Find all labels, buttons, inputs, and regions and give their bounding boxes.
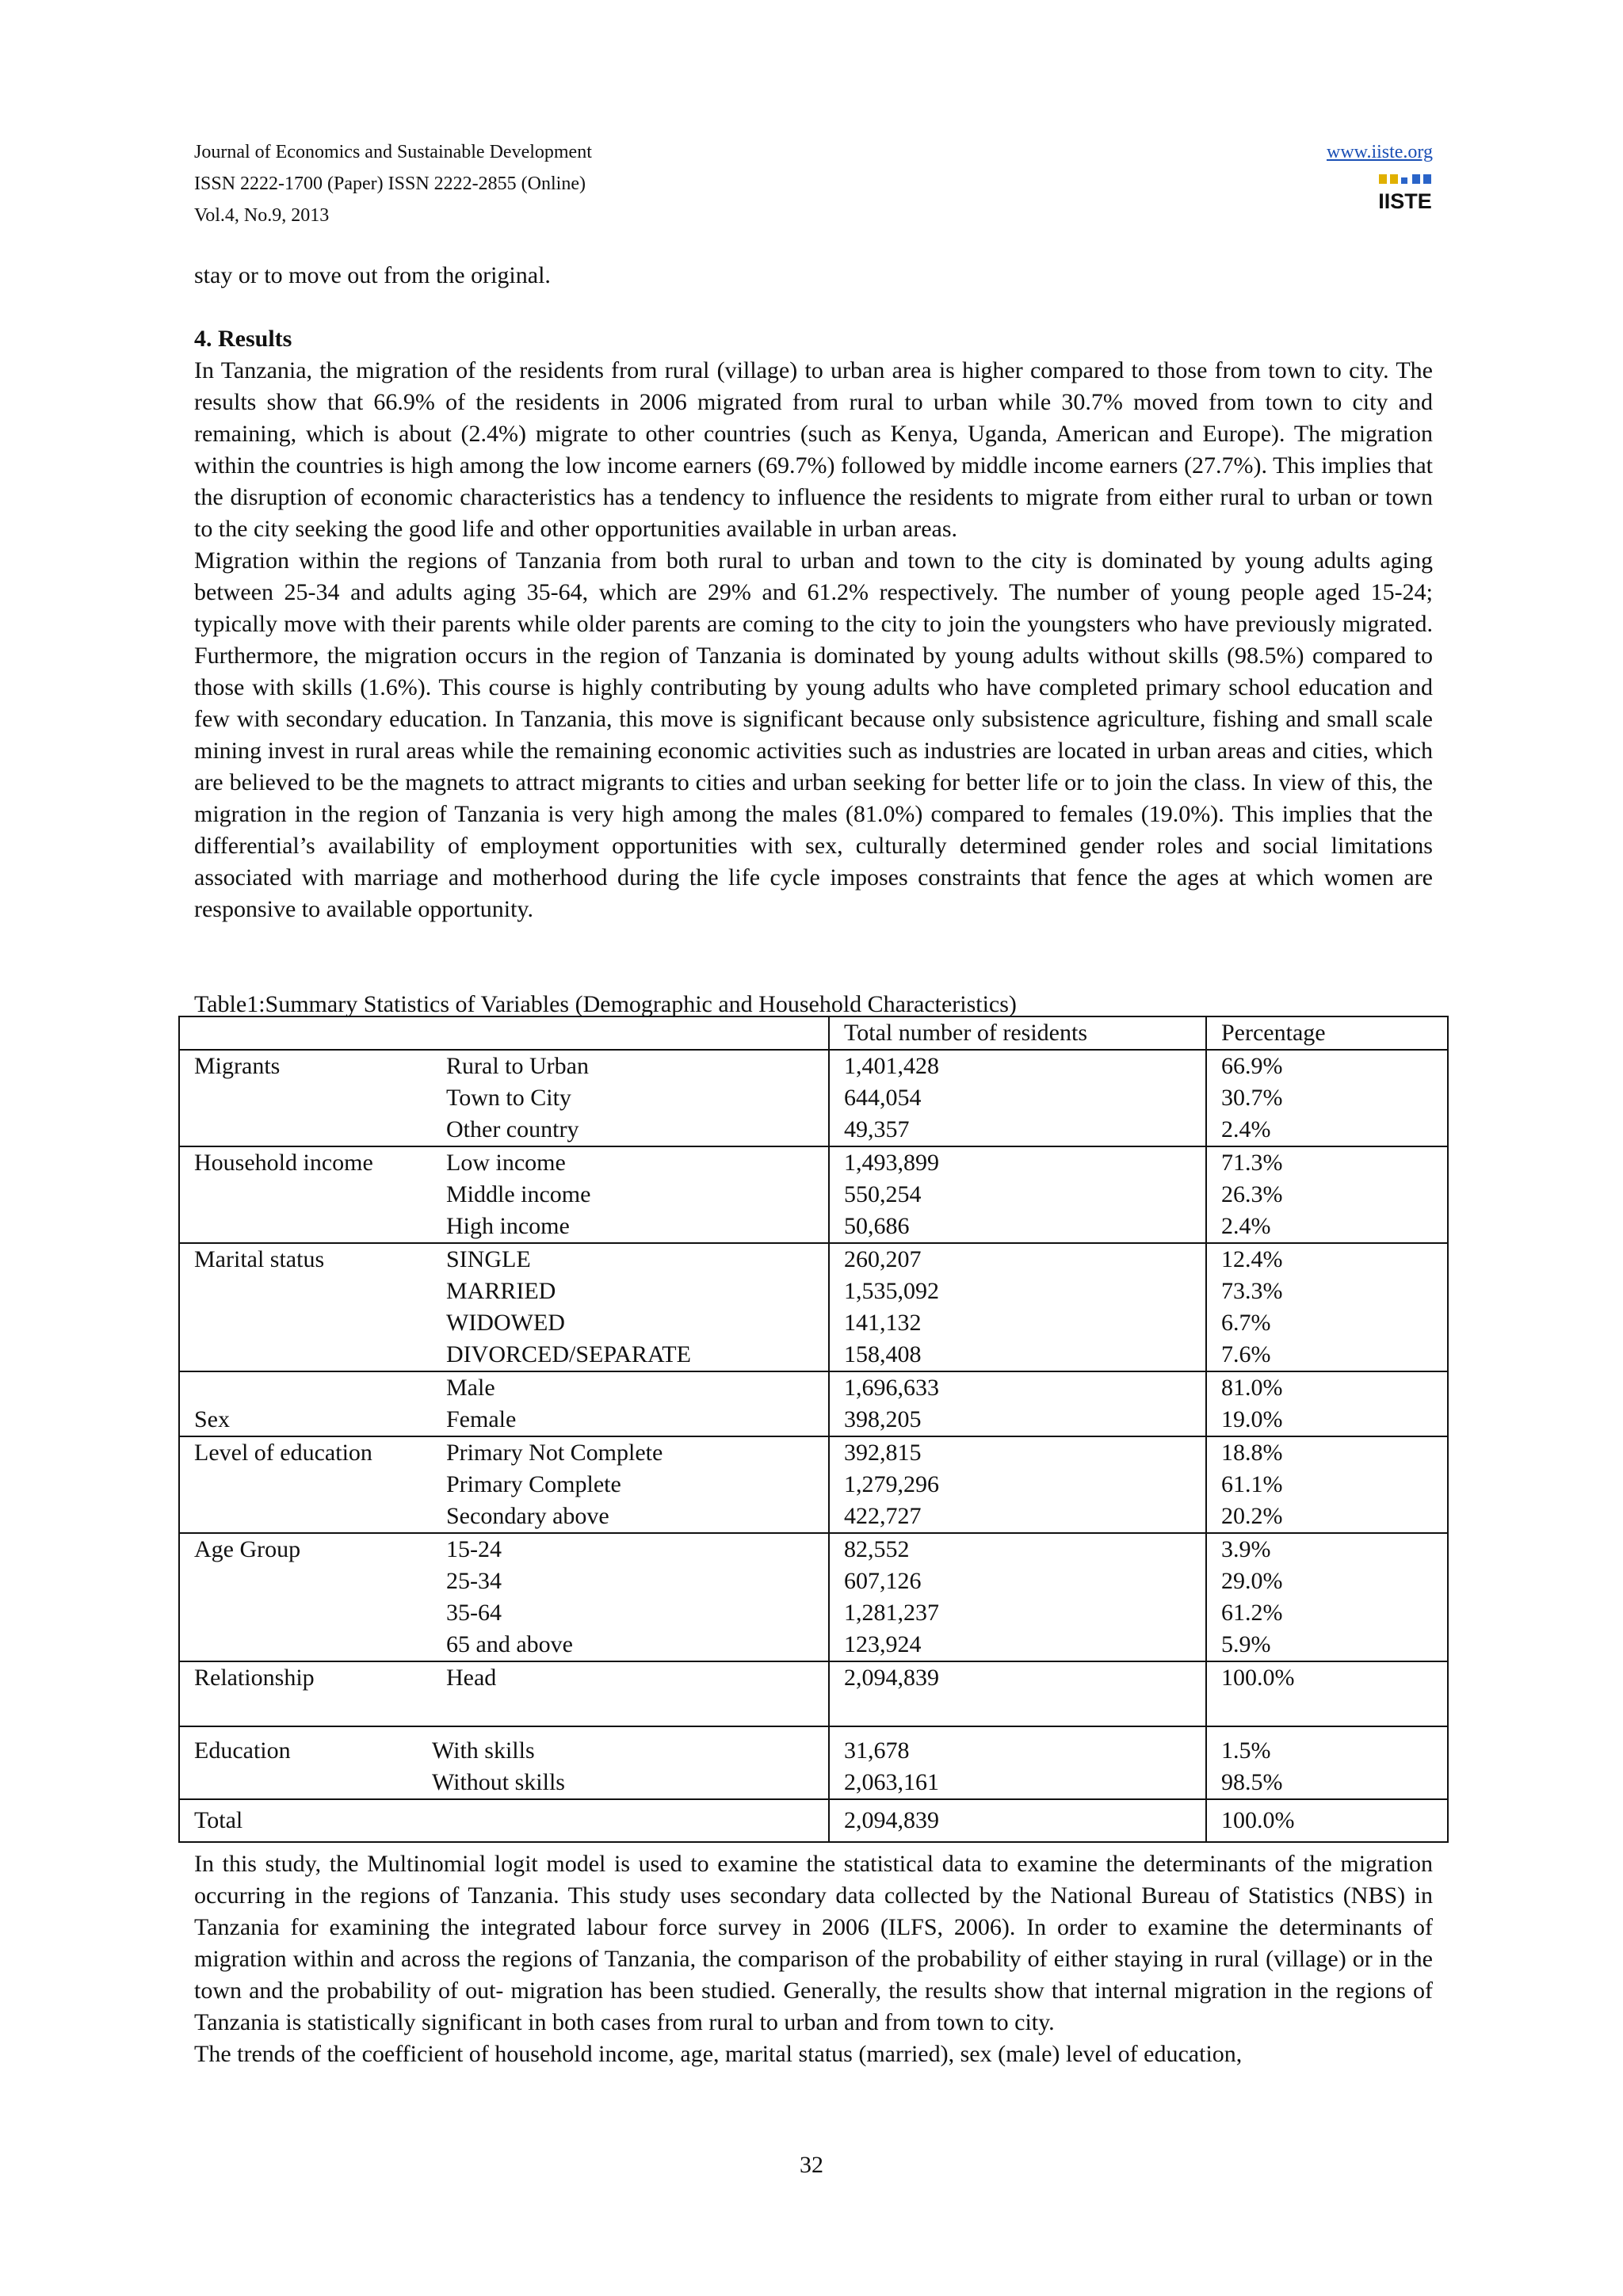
journal-header-right: [1327, 136, 1433, 221]
percentage-value: 19.0%: [1221, 1406, 1283, 1432]
method-paragraph: In this study, the Multinomial logit model is used to examine the statistical data to examine the determinants of the migration occurring in the regions of Tanzania. This study uses secondary data collected by the National Bureau of Statistics (NBS) in Tanzania for examining the integrated labour force survey in 2006 (ILFS, 2006). In order to examine the determinants of migration within and across the regions of Tanzania, the comparison of the probability of either staying in rural (village) or in the town and the probability of out- migration has been studied. Generally, the results show that internal migration in the regions of Tanzania is statistically significant in both cases from rural to urban and from town to city.: [194, 1851, 1433, 2035]
total-value: 2,094,839: [844, 1807, 939, 1833]
total-value: 2,063,161: [844, 1769, 939, 1795]
body-text-bottom: [194, 1848, 1433, 2070]
percentage-value: 1.5%: [1221, 1737, 1271, 1764]
percentage-value: 98.5%: [1221, 1769, 1283, 1795]
category: Male: [446, 1375, 495, 1401]
results-paragraph-1: In Tanzania, the migration of the residents from rural (village) to urban area is higher compared to those from town to city. The results show that 66.9% of the residents in 2006 migrated from rural to urban while 30.7% moved from town to city and remaining, which is about (2.4%) migrate to other countries (such as Kenya, Uganda, American and Europe). The migration within the countries is high among the low income earners (69.7%) followed by middle income earners (27.7%). This implies that the disruption of economic characteristics has a tendency to influence the residents to migrate from either rural to urban or town to the city seeking the good life and other opportunities available in urban areas.: [194, 357, 1433, 542]
category: Without skills: [432, 1769, 565, 1795]
total-value: 1,696,633: [844, 1375, 939, 1401]
table-row: [179, 1726, 1448, 1799]
category: DIVORCED/SEPARATE: [446, 1341, 691, 1367]
category: Primary Not Complete: [446, 1440, 663, 1466]
total-value: 2,094,839: [844, 1665, 939, 1691]
category: 15-24: [446, 1536, 502, 1562]
row-label: Level of education: [194, 1440, 372, 1466]
total-value: 141,132: [844, 1310, 922, 1336]
percentage-value: 100.0%: [1221, 1665, 1295, 1691]
journal-header: [194, 136, 592, 231]
table-row: [179, 1533, 1448, 1661]
percentage-value: 7.6%: [1221, 1341, 1271, 1367]
col-header-percentage: Percentage: [1206, 1016, 1448, 1050]
total-value: 1,535,092: [844, 1278, 939, 1304]
table-row: [179, 1050, 1448, 1146]
summary-statistics-table: [178, 1016, 1449, 1843]
percentage-value: 73.3%: [1221, 1278, 1283, 1304]
table-row: [179, 1661, 1448, 1726]
row-label: Total: [194, 1807, 243, 1833]
total-value: 644,054: [844, 1085, 922, 1111]
percentage-value: 26.3%: [1221, 1181, 1283, 1207]
percentage-value: 71.3%: [1221, 1150, 1283, 1176]
iiste-logo-icon: [1377, 173, 1433, 211]
category: Head: [446, 1665, 497, 1691]
table-total-row: [179, 1799, 1448, 1842]
journal-title: Journal of Economics and Sustainable Development: [194, 142, 592, 162]
total-value: 31,678: [844, 1737, 910, 1764]
total-value: 1,493,899: [844, 1150, 939, 1176]
percentage-value: 100.0%: [1221, 1807, 1295, 1833]
percentage-value: 12.4%: [1221, 1246, 1283, 1272]
percentage-value: 2.4%: [1221, 1213, 1271, 1239]
category: Middle income: [446, 1181, 591, 1207]
col-header-total: Total number of residents: [829, 1016, 1206, 1050]
percentage-value: 2.4%: [1221, 1116, 1271, 1142]
row-label: Relationship: [194, 1665, 315, 1691]
total-value: 1,401,428: [844, 1053, 939, 1079]
total-value: 422,727: [844, 1503, 922, 1529]
category: High income: [446, 1213, 570, 1239]
journal-volume: Vol.4, No.9, 2013: [194, 205, 330, 226]
total-value: 550,254: [844, 1181, 922, 1207]
table-row: [179, 1243, 1448, 1371]
category: Rural to Urban: [446, 1053, 589, 1079]
percentage-value: 18.8%: [1221, 1440, 1283, 1466]
category: 25-34: [446, 1568, 502, 1594]
row-label: Sex: [194, 1406, 230, 1432]
results-paragraph-2: Migration within the regions of Tanzania from both rural to urban and town to the city is dominated by young adults aging between 25-34 and adults aging 35-64, which are 29% and 61.2% respectively. The number of young people aged 15-24; typically move with their parents while older parents are coming to the city to join the youngsters who have previously migrated. Furthermore, the migration occurs in the region of Tanzania is dominated by young adults without skills (98.5%) compared to those with skills (1.6%). This course is highly contributing by young adults who have completed primary school education and few with secondary education. In Tanzania, this move is significant because only subsistence agriculture, fishing and small scale mining invest in rural areas while the remaining economic activities such as industries are located in urban areas and cities, which are believed to be the magnets to attract migrants to cities and urban seeking for better life or to join the class. In view of this, the migration in the region of Tanzania is very high among the males (81.0%) compared to females (19.0%). This implies that the differential’s availability of employment opportunities with sex, culturally determined gender roles and social limitations associated with marriage and motherhood during the life cycle imposes constraints that fence the ages at which women are responsive to available opportunity.: [194, 547, 1433, 922]
total-value: 49,357: [844, 1116, 910, 1142]
total-value: 82,552: [844, 1536, 910, 1562]
percentage-value: 61.1%: [1221, 1471, 1283, 1497]
category: Other country: [446, 1116, 579, 1142]
total-value: 260,207: [844, 1246, 922, 1272]
category: Town to City: [446, 1085, 571, 1111]
category: SINGLE: [446, 1246, 531, 1272]
percentage-value: 81.0%: [1221, 1375, 1283, 1401]
category: MARRIED: [446, 1278, 556, 1304]
page-number: 32: [800, 2152, 823, 2178]
row-label: Household income: [194, 1150, 373, 1176]
iiste-logo: [1377, 173, 1433, 221]
row-label: Migrants: [194, 1053, 281, 1079]
trend-paragraph: The trends of the coefficient of household income, age, marital status (married), sex (male) level of education,: [194, 2041, 1243, 2067]
body-text-top: [194, 260, 1433, 925]
row-label: Age Group: [194, 1536, 301, 1562]
percentage-value: 20.2%: [1221, 1503, 1283, 1529]
svg-text:IISTE: IISTE: [1378, 189, 1432, 211]
total-value: 398,205: [844, 1406, 922, 1432]
percentage-value: 5.9%: [1221, 1631, 1271, 1657]
total-value: 158,408: [844, 1341, 922, 1367]
table-caption: Table1:Summary Statistics of Variables (Demographic and Household Characteristics): [194, 991, 1017, 1017]
row-label: Education: [194, 1737, 291, 1764]
journal-issn: ISSN 2222-1700 (Paper) ISSN 2222-2855 (Online): [194, 174, 586, 194]
percentage-value: 29.0%: [1221, 1568, 1283, 1594]
category: With skills: [432, 1737, 535, 1764]
percentage-value: 66.9%: [1221, 1053, 1283, 1079]
total-value: 607,126: [844, 1568, 922, 1594]
category: 65 and above: [446, 1631, 573, 1657]
total-value: 392,815: [844, 1440, 922, 1466]
intro-line: stay or to move out from the original.: [194, 262, 551, 288]
percentage-value: 61.2%: [1221, 1600, 1283, 1626]
total-value: 123,924: [844, 1631, 922, 1657]
percentage-value: 3.9%: [1221, 1536, 1271, 1562]
table-header-row: [179, 1016, 1448, 1050]
total-value: 50,686: [844, 1213, 910, 1239]
percentage-value: 30.7%: [1221, 1085, 1283, 1111]
table-row: [179, 1436, 1448, 1533]
category: Secondary above: [446, 1503, 609, 1529]
percentage-value: 6.7%: [1221, 1310, 1271, 1336]
category: Low income: [446, 1150, 566, 1176]
table-row: [179, 1146, 1448, 1243]
row-label: Marital status: [194, 1246, 325, 1272]
category: WIDOWED: [446, 1310, 565, 1336]
website-link[interactable]: www.iiste.org: [1327, 142, 1433, 162]
category: 35-64: [446, 1600, 502, 1626]
section-heading: 4. Results: [194, 326, 292, 352]
table-row: [179, 1371, 1448, 1436]
total-value: 1,281,237: [844, 1600, 939, 1626]
category: Female: [446, 1406, 517, 1432]
category: Primary Complete: [446, 1471, 621, 1497]
total-value: 1,279,296: [844, 1471, 939, 1497]
